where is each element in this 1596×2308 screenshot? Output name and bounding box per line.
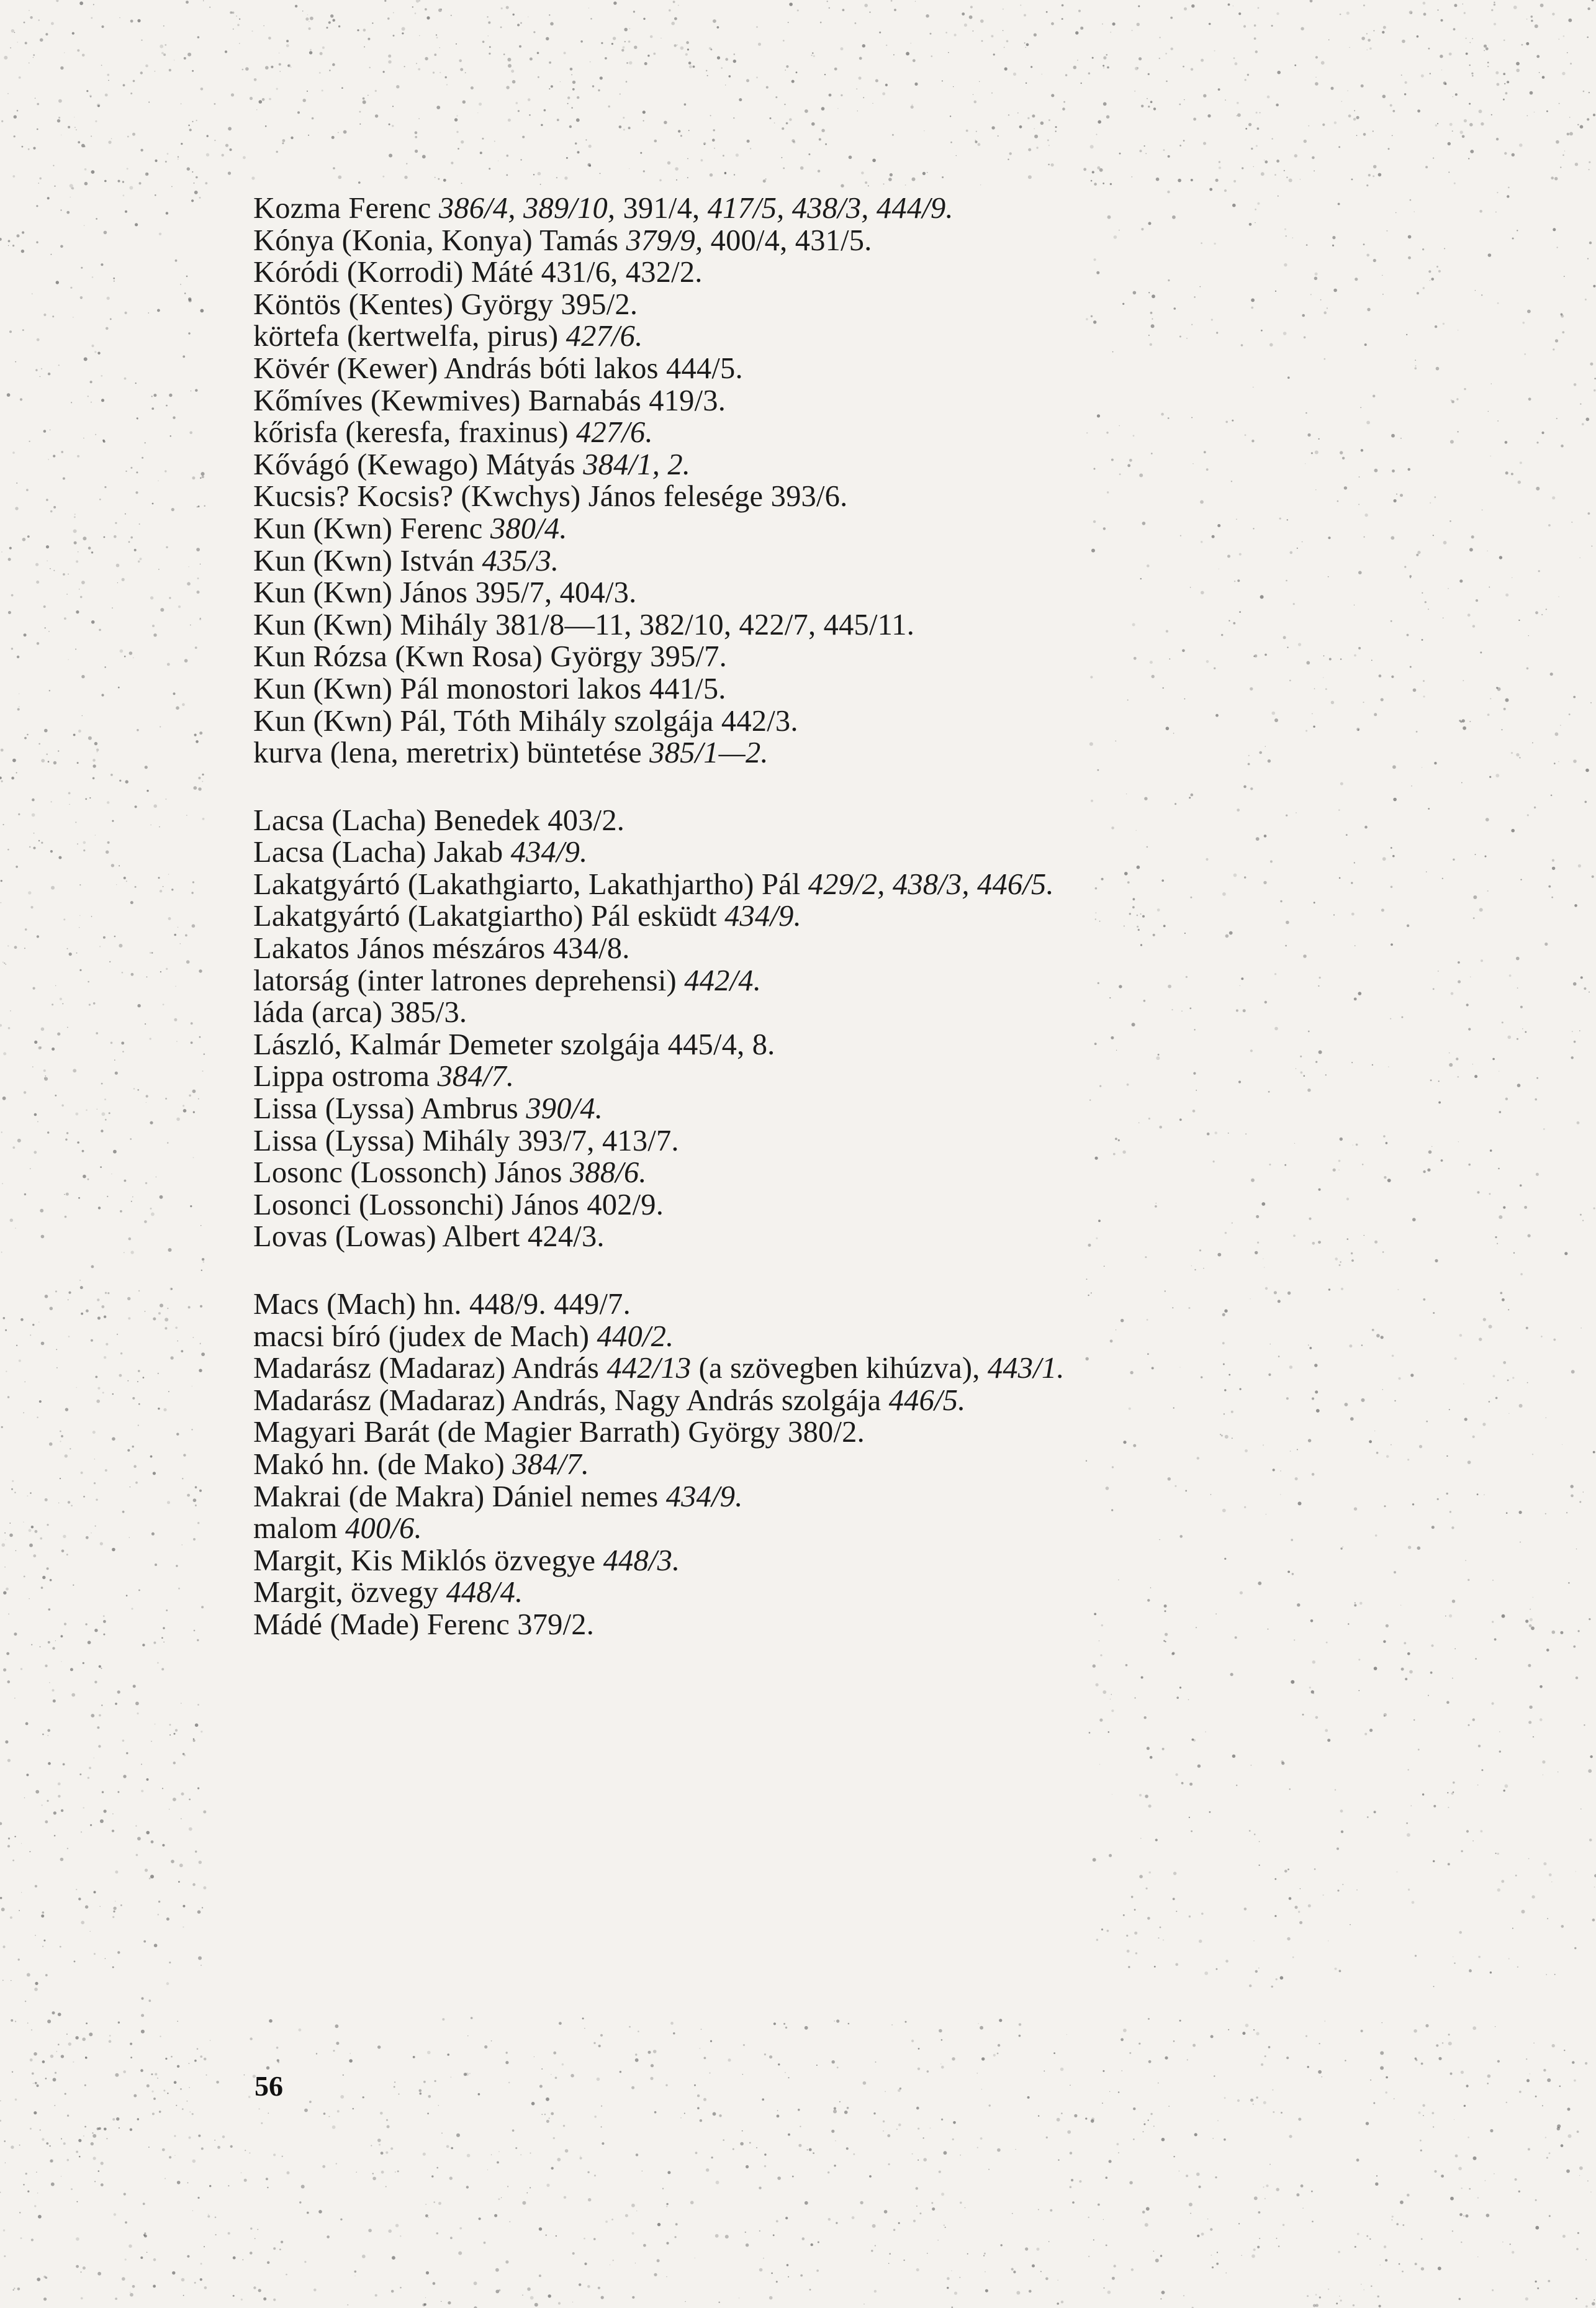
index-entry	[253, 225, 1557, 257]
index-entry	[253, 449, 1557, 481]
index-group	[253, 192, 1557, 769]
index-section	[253, 1288, 1557, 1641]
page-reference-italic: 384/7.	[437, 1060, 515, 1093]
entry-text: Makrai (de Makra) Dániel nemes	[253, 1480, 666, 1513]
entry-text: Lacsa (Lacha) Jakab	[253, 836, 511, 869]
page-number: 56	[255, 2070, 283, 2102]
page-reference-italic: 443/1.	[987, 1352, 1065, 1385]
entry-text: 400/4, 431/5.	[703, 224, 872, 257]
page-reference-italic: 429/2, 438/3, 446/5.	[808, 867, 1054, 901]
entry-text: Lippa ostroma	[253, 1060, 438, 1093]
entry-text: Lakatgyártó (Lakatgiartho) Pál esküdt	[253, 900, 725, 933]
page-reference-italic: 448/4.	[446, 1576, 523, 1609]
entry-text: kőrisfa (keresfa, fraxinus)	[253, 416, 577, 450]
index-entry	[253, 1221, 1557, 1253]
index-entry	[253, 1288, 1557, 1321]
index-entry	[253, 1416, 1557, 1449]
entry-text: László, Kalmár Demeter szolgája 445/4, 8.	[253, 1028, 775, 1061]
entry-text: Kun (Kwn) Pál, Tóth Mihály szolgája 442/3.	[253, 704, 798, 738]
index-entry	[253, 737, 1557, 769]
page-reference-italic: 417/5, 438/3, 444/9.	[707, 192, 954, 225]
entry-text: Makó hn. (de Mako)	[253, 1447, 513, 1481]
page-reference-italic: 434/9.	[510, 836, 588, 869]
index-entry	[253, 673, 1557, 705]
entry-text: Kövér (Kewer) András bóti lakos 444/5.	[253, 351, 743, 385]
index-entry	[253, 577, 1557, 609]
index-group	[253, 805, 1557, 1253]
index-entry	[253, 1029, 1557, 1061]
index-entry	[253, 1449, 1557, 1481]
page-reference-italic: 388/6.	[569, 1156, 647, 1190]
index-entry	[253, 705, 1557, 738]
entry-text: Madarász (Madaraz) András, Nagy András szolgája	[253, 1383, 889, 1417]
entry-text: Lissa (Lyssa) Ambrus	[253, 1092, 526, 1126]
index-entry	[253, 320, 1557, 353]
index-entry	[253, 1321, 1557, 1353]
entry-text: Kun (Kwn) Mihály 381/8—11, 382/10, 422/7, 445/11.	[253, 608, 915, 641]
entry-text: Kónya (Konia, Konya) Tamás	[253, 224, 626, 257]
entry-text: Margit, özvegy	[253, 1576, 446, 1609]
entry-text: Lakatos János mészáros 434/8.	[253, 932, 630, 966]
entry-text: Magyari Barát (de Magier Barrath) György 380/2.	[253, 1416, 865, 1449]
entry-text: Margit, Kis Miklós özvegye	[253, 1544, 603, 1577]
page-reference-italic: 385/1—2.	[649, 736, 769, 770]
index-entry	[253, 805, 1557, 837]
page-reference-italic: 390/4.	[526, 1092, 603, 1126]
page-reference-italic: 427/6.	[566, 320, 643, 353]
index-section	[253, 805, 1557, 1253]
entry-text: Kővágó (Kewago) Mátyás	[253, 448, 584, 481]
entry-text: Losonc (Lossonch) János	[253, 1156, 570, 1190]
entry-text: (a szövegben kihúzva),	[691, 1352, 988, 1385]
index-entry	[253, 1093, 1557, 1125]
entry-text: Madarász (Madaraz) András	[253, 1352, 607, 1385]
page-reference-italic: 384/7.	[512, 1447, 590, 1481]
entry-text: Macs (Mach) hn. 448/9. 449/7.	[253, 1288, 631, 1321]
index-entry	[253, 1577, 1557, 1609]
index-entry	[253, 1545, 1557, 1577]
page-reference-italic: 434/9.	[665, 1480, 743, 1513]
entry-text: Kun (Kwn) János 395/7, 404/3.	[253, 576, 637, 610]
entry-text: Lissa (Lyssa) Mihály 393/7, 413/7.	[253, 1124, 679, 1157]
entry-text: 391/4,	[615, 192, 708, 225]
page-reference-italic: 446/5.	[888, 1383, 966, 1417]
index-entry	[253, 965, 1557, 997]
entry-text: Kőmíves (Kewmives) Barnabás 419/3.	[253, 384, 726, 417]
index-entry	[253, 900, 1557, 933]
index-entry	[253, 417, 1557, 449]
entry-text: Kucsis? Kocsis? (Kwchys) János felesége 393/6.	[253, 480, 848, 514]
entry-text: körtefa (kertwelfa, pirus)	[253, 320, 566, 353]
index-list	[253, 192, 1557, 1677]
entry-text: Kozma Ferenc	[253, 192, 439, 225]
page-reference-italic: 427/6.	[576, 416, 653, 450]
index-entry	[253, 353, 1557, 385]
page-reference-italic: 386/4, 389/10,	[438, 192, 616, 225]
entry-text: malom	[253, 1512, 346, 1545]
page-reference-italic: 400/6.	[345, 1512, 422, 1545]
index-group	[253, 1288, 1557, 1641]
index-entry	[253, 289, 1557, 321]
index-entry	[253, 641, 1557, 673]
index-entry	[253, 385, 1557, 417]
page-reference-italic: 448/3.	[603, 1544, 680, 1577]
entry-text: kurva (lena, meretrix) büntetése	[253, 736, 650, 770]
entry-text: Mádé (Made) Ferenc 379/2.	[253, 1608, 595, 1641]
index-section	[253, 192, 1557, 769]
entry-text: Kun (Kwn) Pál monostori lakos 441/5.	[253, 672, 726, 705]
index-entry	[253, 1609, 1557, 1641]
index-entry	[253, 481, 1557, 513]
page-reference-italic: 435/3.	[482, 544, 559, 577]
page-reference-italic: 442/4.	[684, 964, 762, 997]
page-reference-italic: 440/2.	[597, 1319, 674, 1353]
page-reference-italic: 442/13	[606, 1352, 692, 1385]
index-entry	[253, 1157, 1557, 1189]
entry-text: Kóródi (Korrodi) Máté 431/6, 432/2.	[253, 256, 703, 289]
entry-text: láda (arca) 385/3.	[253, 996, 467, 1030]
index-entry	[253, 836, 1557, 869]
index-entry	[253, 1513, 1557, 1545]
index-entry	[253, 1481, 1557, 1513]
entry-text: Kun (Kwn) Ferenc	[253, 512, 490, 545]
entry-text: latorság (inter latrones deprehensi)	[253, 964, 685, 997]
index-entry	[253, 513, 1557, 545]
index-entry	[253, 1125, 1557, 1157]
entry-text: Kun Rózsa (Kwn Rosa) György 395/7.	[253, 640, 727, 674]
page-reference-italic: 434/9.	[724, 900, 801, 933]
index-entry	[253, 609, 1557, 641]
index-entry	[253, 545, 1557, 577]
page-reference-italic: 380/4.	[490, 512, 567, 545]
index-entry	[253, 933, 1557, 965]
index-entry	[253, 1061, 1557, 1093]
entry-text: Lakatgyártó (Lakathgiarto, Lakathjartho) Pál	[253, 867, 808, 901]
entry-text: Kun (Kwn) István	[253, 544, 482, 577]
index-entry	[253, 1189, 1557, 1221]
index-entry	[253, 997, 1557, 1029]
index-entry	[253, 192, 1557, 225]
entry-text: macsi bíró (judex de Mach)	[253, 1319, 597, 1353]
entry-text: Lacsa (Lacha) Benedek 403/2.	[253, 803, 625, 837]
index-entry	[253, 869, 1557, 901]
index-entry	[253, 1385, 1557, 1417]
entry-text: Losonci (Lossonchi) János 402/9.	[253, 1188, 664, 1221]
page-reference-italic: 379/9,	[626, 224, 703, 257]
index-entry	[253, 1352, 1557, 1385]
entry-text: Lovas (Lowas) Albert 424/3.	[253, 1220, 605, 1254]
index-entry	[253, 256, 1557, 289]
page-reference-italic: 384/1, 2.	[583, 448, 691, 481]
entry-text: Köntös (Kentes) György 395/2.	[253, 287, 638, 321]
